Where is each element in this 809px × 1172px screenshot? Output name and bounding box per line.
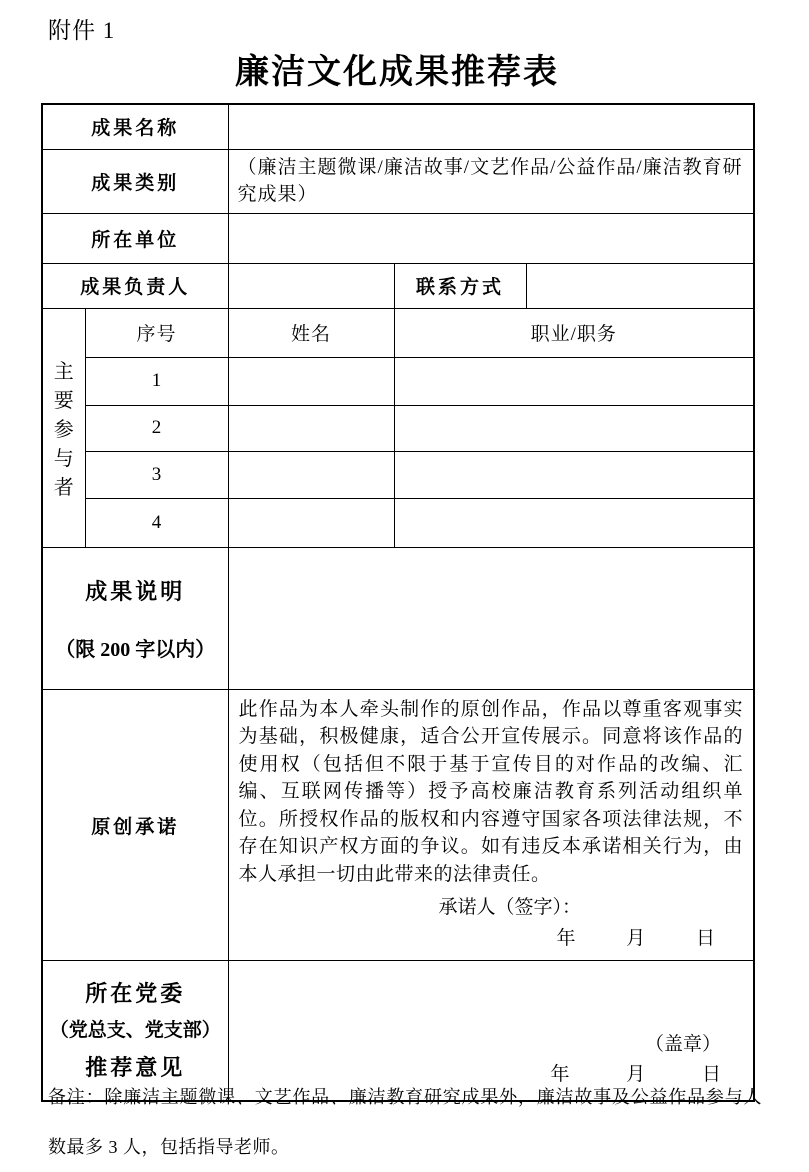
side-char: 参 [53, 419, 74, 442]
seal-label: （盖章） [645, 1033, 722, 1055]
participant-row [42, 498, 754, 547]
signer-label: 承诺人（签字）： [438, 897, 582, 919]
achievement-category-label: 成果类别 [42, 149, 228, 213]
side-char: 者 [53, 477, 74, 500]
description-label-line2: （限 200 字以内） [55, 638, 216, 661]
participant-occupation-cell[interactable] [394, 357, 754, 405]
participant-no: 3 [85, 451, 228, 498]
participants-col-no: 序号 [85, 308, 228, 357]
commitment-text: 此作品为本人牵头制作的原创作品，作品以尊重客观事实为基础，积极健康，适合公开宣传展示。同意将该作品的使用权（包括但不限于基于宣传目的对作品的改编、汇编、互联网传播等）授予高校廉洁教育系列活动组织单位。所授权作品的版权和内容遵守国家各项法律法规，不存在知识产权方面的争议。如有违反本承诺相关行为，由本人承担一切由此带来的法律责任。 [238, 698, 744, 885]
participant-row [42, 405, 754, 451]
description-label [42, 547, 228, 689]
achievement-name-label: 成果名称 [42, 104, 228, 149]
row-description [42, 547, 754, 689]
month-label: 月 [626, 928, 646, 950]
participants-header-row [42, 308, 754, 357]
participant-row [42, 451, 754, 498]
description-label-line1: 成果说明 [85, 578, 186, 604]
participant-row [42, 357, 754, 405]
participant-occupation-cell[interactable] [394, 451, 754, 498]
recommendation-form-table [41, 103, 755, 1102]
commitment-label: 原创承诺 [42, 689, 228, 961]
participant-name-cell[interactable] [228, 451, 394, 498]
row-achievement-name [42, 104, 754, 149]
description-input-cell[interactable] [228, 547, 754, 689]
leader-label: 成果负责人 [42, 263, 228, 308]
day-label: 日 [696, 928, 716, 950]
participants-col-occupation: 职业/职务 [394, 308, 754, 357]
attachment-label: 附件 1 [48, 18, 116, 43]
day-label: 日 [702, 1063, 722, 1085]
footnote: 备注：除廉洁主题微课、文艺作品、廉洁教育研究成果外，廉洁故事及公益作品参与人数最多 3 人，包括指导老师。 [48, 1087, 762, 1157]
participant-no: 1 [85, 357, 228, 405]
participant-name-cell[interactable] [228, 405, 394, 451]
participant-no: 4 [85, 498, 228, 547]
party-label-line3: 推荐意见 [85, 1055, 186, 1081]
row-unit [42, 213, 754, 263]
leader-input-cell[interactable] [228, 263, 394, 308]
unit-label: 所在单位 [42, 213, 228, 263]
commitment-dateline [239, 923, 744, 950]
achievement-category-hint[interactable]: （廉洁主题微课/廉洁故事/文艺作品/公益作品/廉洁教育研究成果） [228, 149, 754, 213]
achievement-name-input-cell[interactable] [228, 104, 754, 149]
month-label: 月 [626, 1063, 646, 1085]
row-achievement-category [42, 149, 754, 213]
participants-side-label [42, 308, 85, 547]
year-label: 年 [556, 928, 576, 950]
participants-side-label-stack [43, 345, 85, 510]
participants-col-name: 姓名 [228, 308, 394, 357]
page-title: 廉洁文化成果推荐表 [235, 54, 559, 91]
year-label: 年 [550, 1063, 570, 1085]
participant-occupation-cell[interactable] [394, 405, 754, 451]
side-char: 与 [53, 448, 74, 471]
row-leader [42, 263, 754, 308]
participant-name-cell[interactable] [228, 498, 394, 547]
contact-input-cell[interactable] [526, 263, 754, 308]
contact-label: 联系方式 [394, 263, 526, 308]
party-label-line1: 所在党委 [85, 981, 186, 1007]
row-commitment [42, 689, 754, 961]
side-char: 主 [53, 361, 74, 384]
side-char: 要 [53, 390, 74, 413]
party-label-line2: （党总支、党支部） [49, 1020, 221, 1042]
participant-occupation-cell[interactable] [394, 498, 754, 547]
commitment-content-cell [228, 689, 754, 961]
participant-no: 2 [85, 405, 228, 451]
participant-name-cell[interactable] [228, 357, 394, 405]
unit-input-cell[interactable] [228, 213, 754, 263]
